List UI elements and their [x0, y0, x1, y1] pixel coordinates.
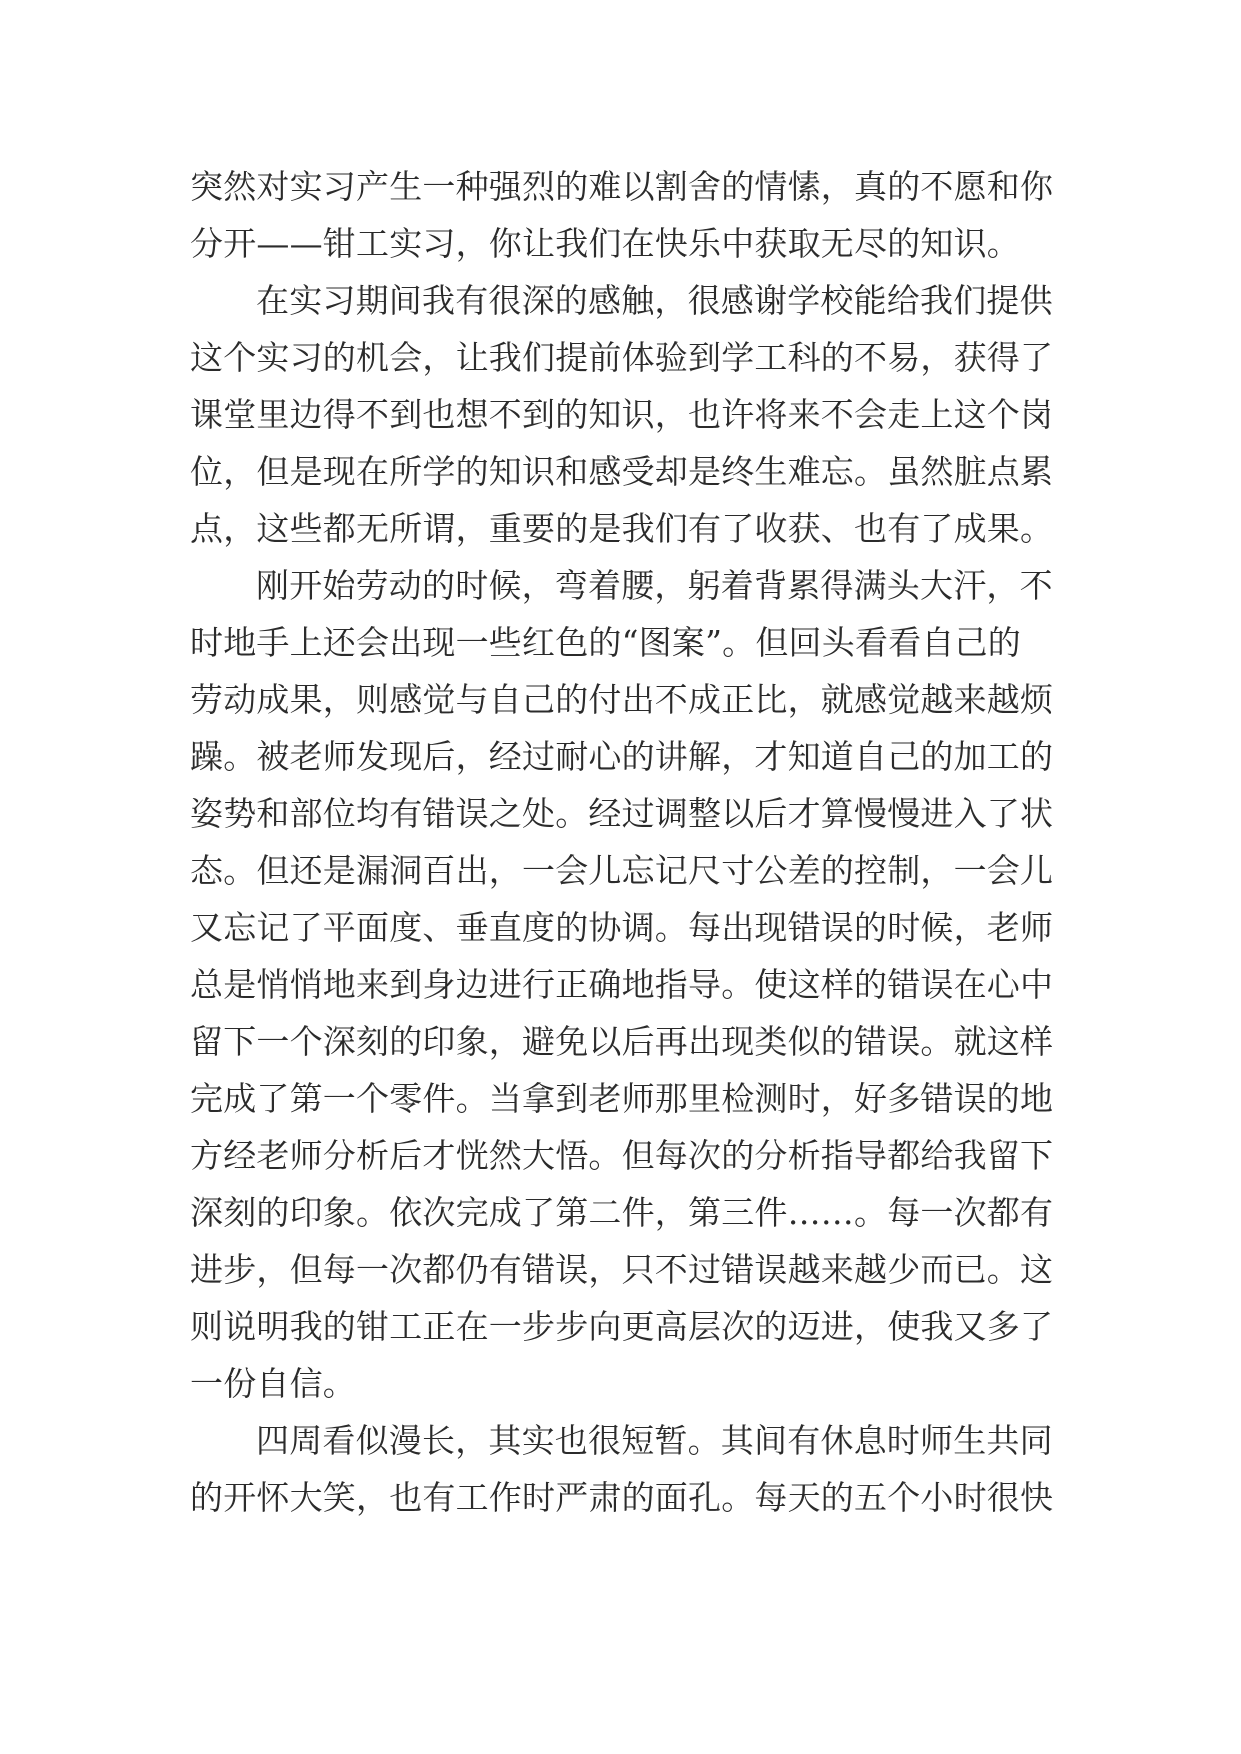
text-line: 姿势和部位均有错误之处。经过调整以后才算慢慢进入了状 — [190, 794, 1054, 833]
document-body — [190, 158, 1070, 1526]
text-line: 进步，但每一次都仍有错误，只不过错误越来越少而已。这 — [190, 1250, 1054, 1289]
text-line: 躁。被老师发现后，经过耐心的讲解，才知道自己的加工的 — [190, 737, 1054, 776]
text-line: 的开怀大笑，也有工作时严肃的面孔。每天的五个小时很快 — [190, 1478, 1054, 1517]
text-line: 又忘记了平面度、垂直度的协调。每出现错误的时候，老师 — [190, 908, 1054, 947]
text-line: 态。但还是漏洞百出，一会儿忘记尺寸公差的控制，一会儿 — [190, 851, 1054, 890]
text-line: 则说明我的钳工正在一步步向更高层次的迈进，使我又多了 — [190, 1307, 1054, 1346]
text-line: 课堂里边得不到也想不到的知识，也许将来不会走上这个岗 — [190, 395, 1054, 434]
paragraph-start-line: 四周看似漫长，其实也很短暂。其间有休息时师生共同 — [256, 1421, 1053, 1460]
text-line: 总是悄悄地来到身边进行正确地指导。使这样的错误在心中 — [190, 965, 1054, 1004]
text-line: 留下一个深刻的印象，避免以后再出现类似的错误。就这样 — [190, 1022, 1054, 1061]
text-line: 位，但是现在所学的知识和感受却是终生难忘。虽然脏点累 — [190, 452, 1054, 491]
text-line: 深刻的印象。依次完成了第二件，第三件……。每一次都有 — [190, 1193, 1054, 1232]
text-line: 一份自信。 — [190, 1364, 356, 1403]
paragraph-start-line: 刚开始劳动的时候，弯着腰，躬着背累得满头大汗，不 — [256, 566, 1053, 605]
text-line: 分开——钳工实习，你让我们在快乐中获取无尽的知识。 — [190, 224, 1020, 263]
text-line: 这个实习的机会，让我们提前体验到学工科的不易，获得了 — [190, 338, 1054, 377]
text-line: 时地手上还会出现一些红色的“图案”。但回头看看自己的 — [190, 623, 1021, 662]
text-line: 点，这些都无所谓，重要的是我们有了收获、也有了成果。 — [190, 509, 1054, 548]
text-line: 完成了第一个零件。当拿到老师那里检测时，好多错误的地 — [190, 1079, 1054, 1118]
text-line: 方经老师分析后才恍然大悟。但每次的分析指导都给我留下 — [190, 1136, 1054, 1175]
paragraph-start-line: 在实习期间我有很深的感触，很感谢学校能给我们提供 — [256, 281, 1053, 320]
text-line: 突然对实习产生一种强烈的难以割舍的情愫，真的不愿和你 — [190, 167, 1054, 206]
text-line: 劳动成果，则感觉与自己的付出不成正比，就感觉越来越烦 — [190, 680, 1054, 719]
